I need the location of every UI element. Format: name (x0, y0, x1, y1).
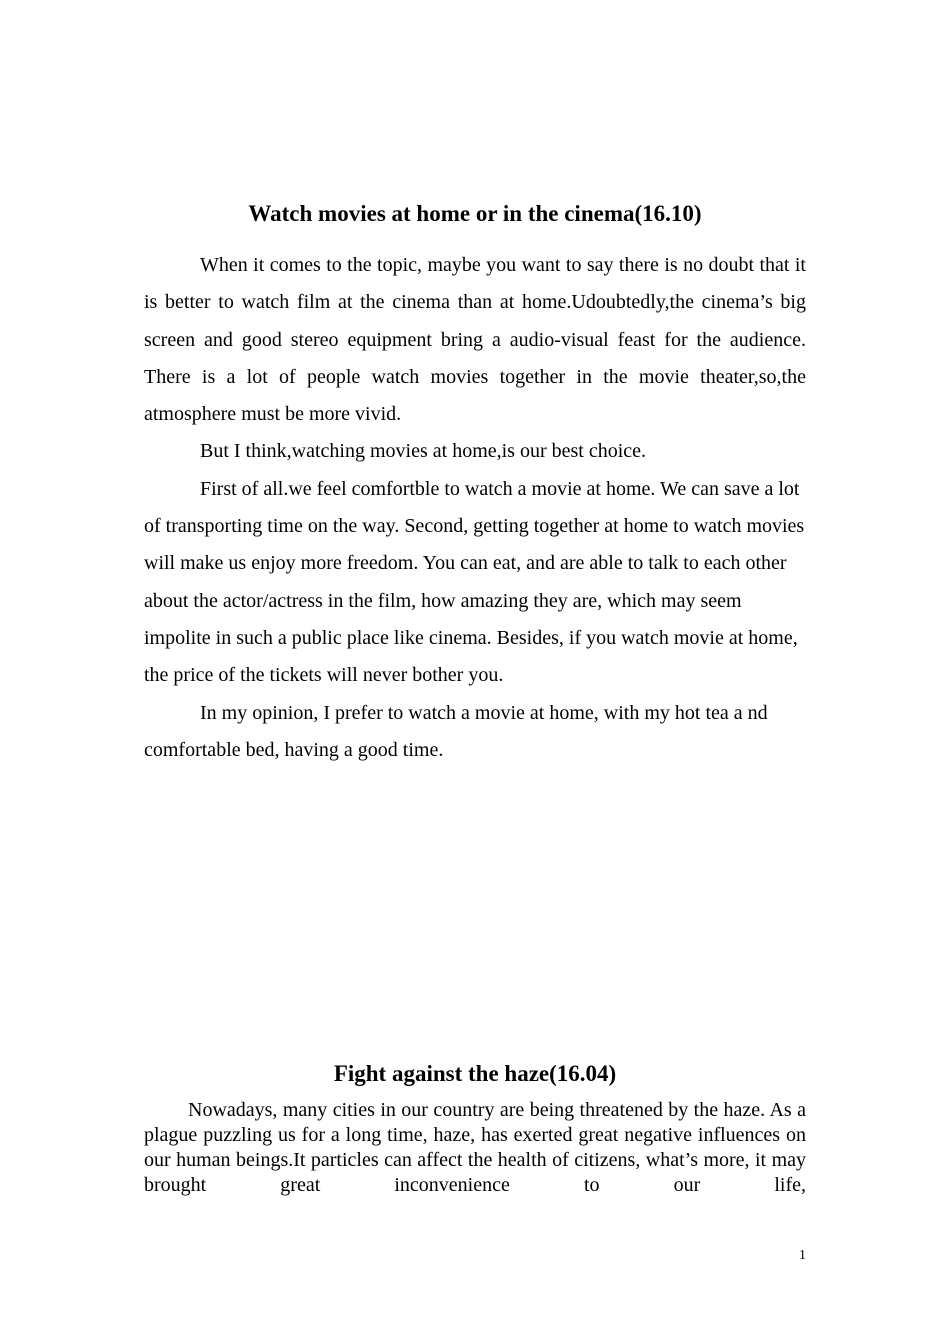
essay-1-paragraph-1: When it comes to the topic, maybe you want to say there is no doubt that it is better to watch film at the cinema than at home.Udoubtedly,the cinema’s big screen and good stereo equipment bring a audio-visual feast for the audience. There is a lot of people watch movies together in the movie theater,so,the atmosphere must be more vivid. (144, 254, 806, 426)
essay-2-body (144, 1098, 806, 1198)
essay-1-paragraph-2: But I think,watching movies at home,is our best choice. (200, 440, 647, 463)
essay-2-title: Fight against the haze(16.04) (333, 1061, 617, 1086)
page-number: 1 (799, 1248, 806, 1263)
essay-2-paragraph-1: Nowadays, many cities in our country are being threatened by the haze. As a plague puzzling us for a long time, haze, has exerted great negative influences on our human beings.It particles can affect the health of citizens, what’s more, it may brought great inconvenience to our life, (144, 1099, 806, 1196)
essay-1-title (144, 200, 806, 228)
essay-1-body (144, 247, 806, 769)
essay-1-paragraph-4: In my opinion, I prefer to watch a movie at home, with my hot tea a nd comfortable bed, having a good time. (144, 701, 768, 761)
essay-1-title-text: Watch movies at home or in the cinema(16.10) (248, 201, 702, 226)
essay-1-paragraph-3: First of all.we feel comfortble to watch a movie at home. We can save a lot of transporting time on the way. Second, getting together at home to watch movies will make us enjoy more freedom. You can eat, and are able to talk to each other about the actor/actress in the film, how amazing they are, which may seem impolite in such a public place like cinema. Besides, if you watch movie at home, the price of the tickets will never bother you. (144, 477, 805, 687)
